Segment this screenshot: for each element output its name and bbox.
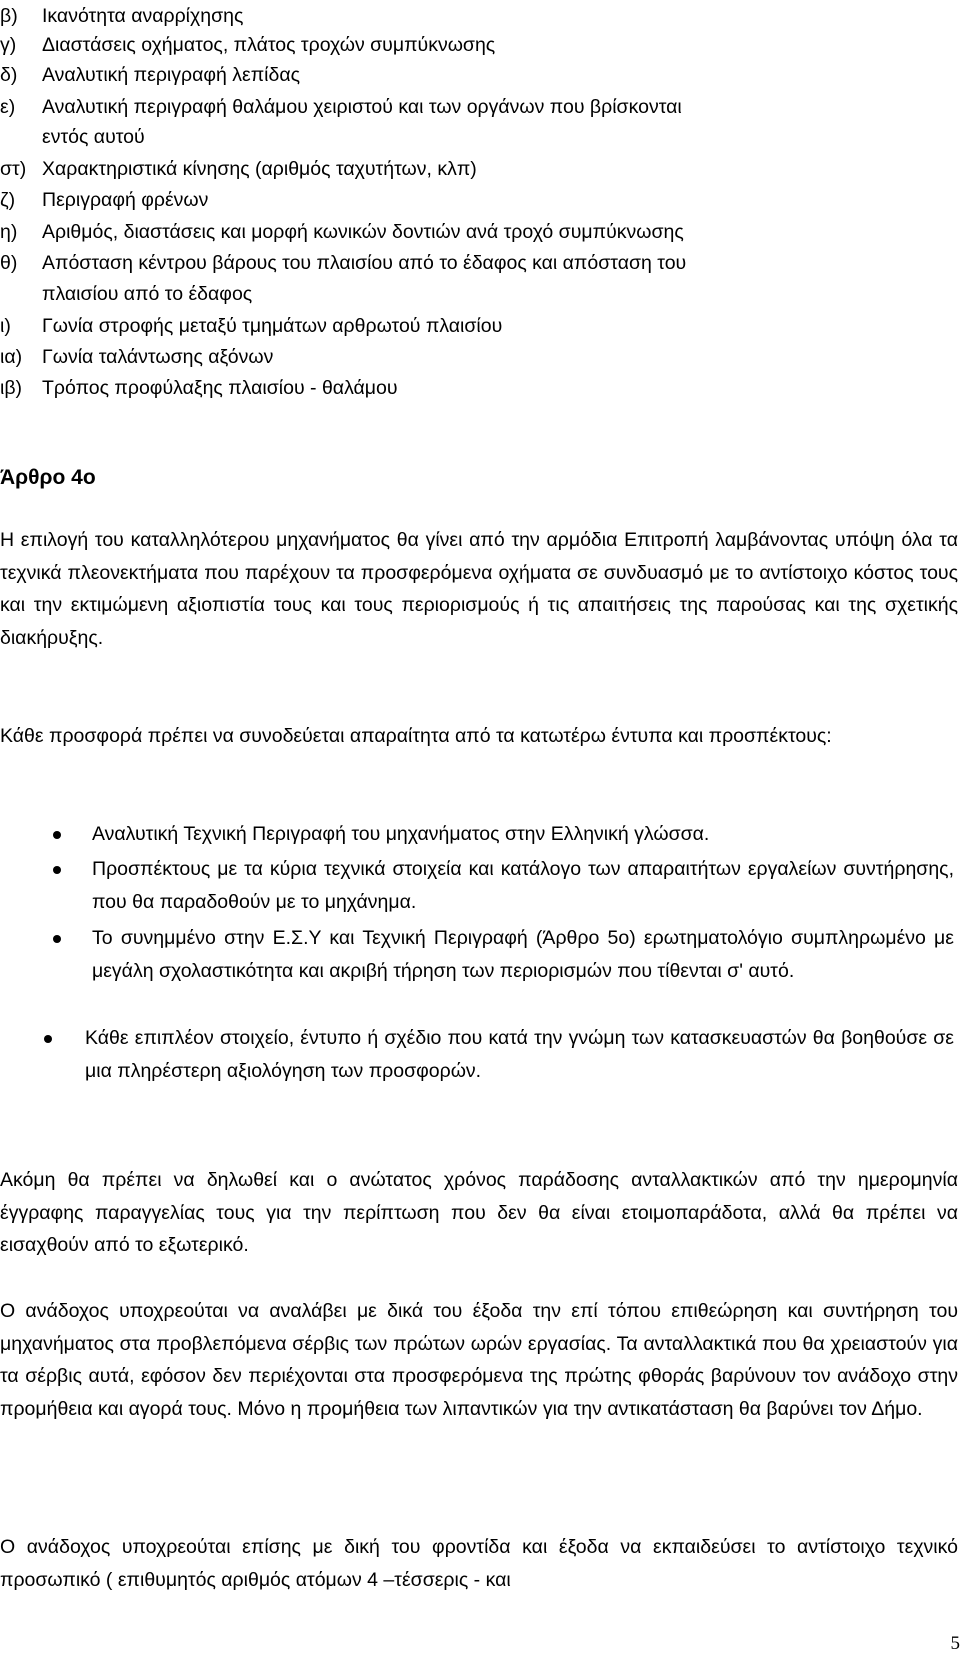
list-item-label: ε) [0,96,16,118]
list-item-text: Αναλυτική περιγραφή θαλάμου χειριστού και των οργάνων που βρίσκονται [42,96,682,118]
list-item [0,29,960,61]
list-item [0,341,960,373]
article-heading: Άρθρο 4ο [0,466,96,489]
list-item-text: πλαισίου από το έδαφος [42,283,253,305]
list-item-text: Αριθμός, διαστάσεις και μορφή κωνικών δοντιών ανά τροχό συμπύκνωσης [42,221,684,243]
list-item [0,310,960,342]
list-item-label: γ) [0,34,17,56]
bullet-icon [53,866,61,874]
list-item [0,247,960,279]
list-item [0,216,960,248]
bullet-icon [44,1035,52,1043]
list-item-text: Απόσταση κέντρου βάρους του πλαισίου από το έδαφος και απόσταση του [42,252,687,274]
bullet-item-text: Το συνημμένο στην Ε.Σ.Υ και Τεχνική Περιγραφή (Άρθρο 5ο) ερωτηματολόγιο συμπληρωμένο με μεγάλη σχολαστικότητα και ακριβή τήρηση των περιορισμών που τίθενται σ' αυτό. [92,927,954,982]
list-item-label: ιβ) [0,377,23,399]
list-item [0,91,960,123]
list-item-text: Διαστάσεις οχήματος, πλάτος τροχών συμπύκνωσης [42,34,496,56]
list-item-label: στ) [0,158,27,180]
list-item [0,184,960,216]
paragraph-service: Ο ανάδοχος υποχρεούται να αναλάβει με δικά του έξοδα την επί τόπου επιθεώρηση και συντήρηση του μηχανήματος στα προβλεπόμενα σέρβις των πρώτων ωρών εργασίας. Τα ανταλλακτικά που θα χρειαστούν για τα σέρβις αυτά, εφόσον δεν περιέχονται στα προσφερόμενα της πρώτης φθοράς βαρύνουν τον ανάδοχο στην προμήθεια και αγορά τους. Μόνο η προμήθεια των λιπαντικών για την αντικατάσταση θα βαρύνει τον Δήμο. [0,1300,958,1420]
paragraph-training: Ο ανάδοχος υποχρεούται επίσης με δική του φροντίδα και έξοδα να εκπαιδεύσει το αντίστοιχο τεχνικό προσωπικό ( επιθυμητός αριθμός ατόμων 4 –τέσσερις - και [0,1536,958,1591]
list-item-text: Γωνία ταλάντωσης αξόνων [42,346,274,368]
list-item-text: Ικανότητα αναρρίχησης [42,5,244,27]
paragraph-selection: Η επιλογή του καταλληλότερου μηχανήματος θα γίνει από την αρμόδια Επιτροπή λαμβάνοντας υπόψη όλα τα τεχνικά πλεονεκτήματα που παρέχουν τα προσφερόμενα οχήματα σε συνδυασμό με το αντίστοιχο κόστος τους και την εκτιμώμενη αξιοπιστία τους και τους περιορισμούς ή τις απαιτήσεις της παρούσας και της σχετικής διακήρυξης. [0,529,958,649]
page-number: 5 [950,1633,960,1654]
bullet-icon [53,831,61,839]
list-item-text: Περιγραφή φρένων [42,189,209,211]
list-item [0,59,960,91]
list-item-label: θ) [0,252,18,274]
paragraph-offer-requirements: Κάθε προσφορά πρέπει να συνοδεύεται απαραίτητα από τα κατωτέρω έντυπα και προσπέκτους: [0,725,832,747]
list-item-label: δ) [0,64,18,86]
bullet-item-text: Κάθε επιπλέον στοιχείο, έντυπο ή σχέδιο που κατά την γνώμη των κατασκευαστών θα βοηθούσε σε μια πληρέστερη αξιολόγηση των προσφορών. [85,1027,954,1082]
list-item-label: ζ) [0,189,16,211]
list-item-label: ια) [0,346,23,368]
list-item [0,153,960,185]
list-item [0,372,960,404]
list-item-label: ι) [0,315,11,337]
list-item-text: Αναλυτική περιγραφή λεπίδας [42,64,301,86]
list-item-text: Γωνία στροφής μεταξύ τμημάτων αρθρωτού πλαισίου [42,315,503,337]
bullet-item-text: Αναλυτική Τεχνική Περιγραφή του μηχανήματος στην Ελληνική γλώσσα. [92,823,710,845]
bullet-icon [53,935,61,943]
list-item-continuation [0,278,960,310]
list-item-continuation [0,121,960,153]
paragraph-spare-parts: Ακόμη θα πρέπει να δηλωθεί και ο ανώτατος χρόνος παράδοσης ανταλλακτικών από την ημερομηνία έγγραφης παραγγελίας τους για την περίπτωση που δεν θα είναι ετοιμοπαράδοτα, αλλά θα πρέπει να εισαχθούν από το εξωτερικό. [0,1169,958,1256]
list-item-label: β) [0,5,18,27]
bullet-item-text: Προσπέκτους με τα κύρια τεχνικά στοιχεία και κατάλογο των απαραιτήτων εργαλείων συντήρησης, που θα παραδοθούν με το μηχάνημα. [92,858,954,913]
list-item-text: Χαρακτηριστικά κίνησης (αριθμός ταχυτήτων, κλπ) [42,158,477,180]
list-item-label: η) [0,221,18,243]
list-item-text: Τρόπος προφύλαξης πλαισίου - θαλάμου [42,377,398,399]
list-item [0,0,960,32]
list-item-text: εντός αυτού [42,126,145,148]
